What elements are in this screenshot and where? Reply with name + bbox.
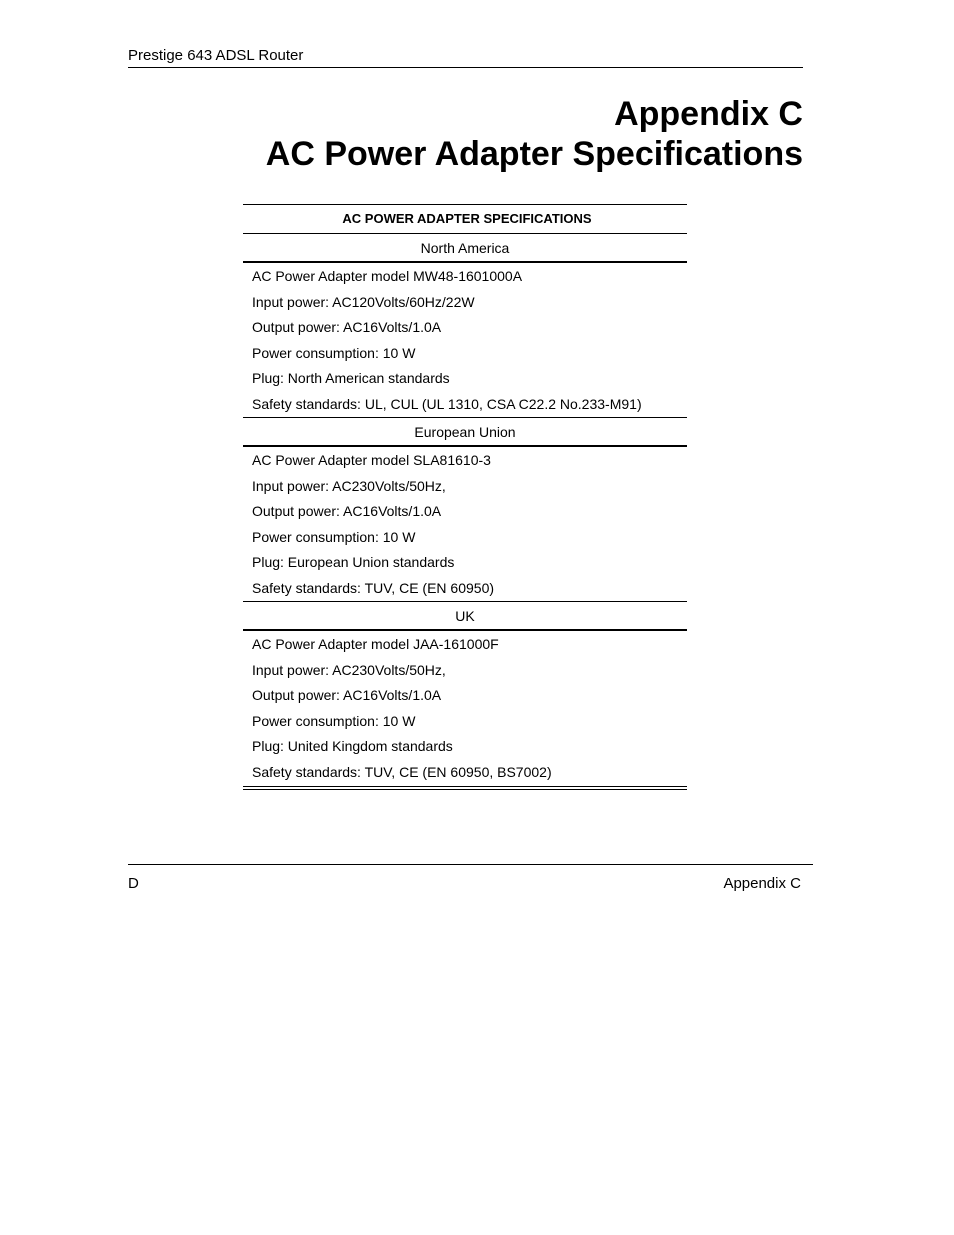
region-heading-european-union: European Union xyxy=(243,418,687,447)
spec-row: AC Power Adapter model MW48-1601000A xyxy=(252,268,523,284)
region-body-european-union xyxy=(243,447,687,602)
spec-row: Plug: European Union standards xyxy=(252,554,455,570)
spec-row: Plug: North American standards xyxy=(252,370,450,386)
spec-row: Output power: AC16Volts/1.0A xyxy=(252,503,442,519)
spec-row: Safety standards: TUV, CE (EN 60950, BS7002) xyxy=(252,763,552,780)
table-title xyxy=(243,205,687,234)
region-body-north-america xyxy=(243,263,687,418)
spec-row: Power consumption: 10 W xyxy=(252,528,416,545)
spec-row: Output power: AC16Volts/1.0A xyxy=(252,319,442,335)
spec-row: Power consumption: 10 W xyxy=(252,712,416,729)
region-heading-north-america: North America xyxy=(243,234,687,263)
table-title-text: AC POWER ADAPTER SPECIFICATIONS xyxy=(342,211,592,226)
region-heading-uk: UK xyxy=(243,602,687,631)
spec-row: Plug: United Kingdom standards xyxy=(252,738,453,754)
spec-row: Safety standards: UL, CUL (UL 1310, CSA C22.2 No.233-M91) xyxy=(252,395,642,412)
spec-row: Output power: AC16Volts/1.0A xyxy=(252,687,442,703)
spec-row: AC Power Adapter model SLA81610-3 xyxy=(252,452,491,468)
chapter-title-line-2: AC Power Adapter Specifications xyxy=(265,135,803,173)
spec-row: Power consumption: 10 W xyxy=(252,344,416,361)
spec-row: Input power: AC230Volts/50Hz, xyxy=(252,661,446,678)
running-header: Prestige 643 ADSL Router xyxy=(128,47,304,64)
chapter-title-line-1: Appendix C xyxy=(614,95,803,133)
region-body-uk xyxy=(243,631,687,785)
spec-row: Safety standards: TUV, CE (EN 60950) xyxy=(252,579,495,596)
chapter-title xyxy=(266,94,803,174)
page-number: D xyxy=(128,875,139,892)
spec-row: AC Power Adapter model JAA-161000F xyxy=(252,636,499,652)
footer-rule xyxy=(128,864,813,865)
header-rule xyxy=(128,67,803,68)
spec-table xyxy=(243,204,687,790)
table-bottom-rule xyxy=(243,786,687,790)
spec-row: Input power: AC230Volts/50Hz, xyxy=(252,477,446,494)
footer-section-label: Appendix C xyxy=(723,875,801,892)
spec-row: Input power: AC120Volts/60Hz/22W xyxy=(252,293,475,310)
